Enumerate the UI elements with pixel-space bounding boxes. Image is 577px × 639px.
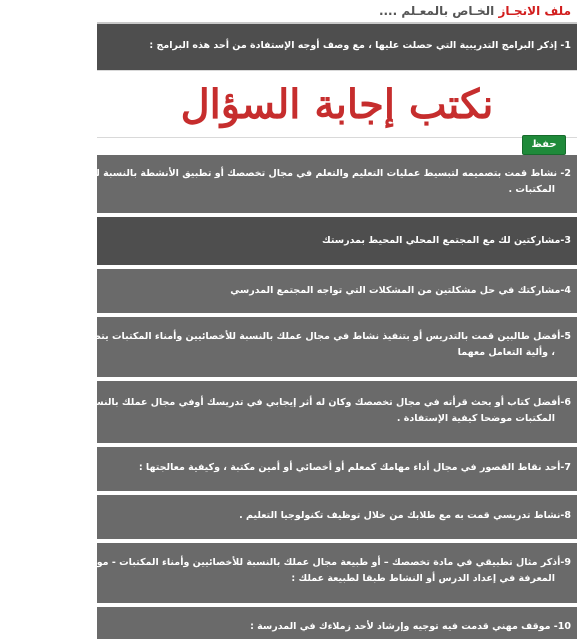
question-1 bbox=[97, 24, 577, 70]
page-header bbox=[97, 0, 577, 24]
question-8 bbox=[97, 495, 577, 539]
question-6 bbox=[0, 381, 577, 443]
question-7 bbox=[97, 447, 577, 491]
question-3-text: 3-مشاركتين لك مع المجتمع المحلي المحيط بمدرستك bbox=[322, 235, 571, 246]
question-6-line2: المكتبات موضحا كيفية الإستفادة . bbox=[396, 413, 555, 424]
answer-text: نكتب إجابة السؤال bbox=[180, 80, 494, 128]
question-2-line2: المكتبات . bbox=[508, 184, 555, 195]
question-1-text: 1- إذكر البرامج التدريبية التي حصلت عليها ، مع وصف أوجه الإستفادة من أحد هذه البرامج : bbox=[149, 40, 571, 51]
question-3 bbox=[97, 217, 577, 265]
question-2 bbox=[9, 155, 577, 213]
answer-textarea[interactable] bbox=[97, 70, 577, 138]
question-8-text: 8-نشاط تدريسي قمت به مع طلابك من خلال توظيف تكنولوجيا التعليم . bbox=[239, 510, 571, 521]
question-10-text: 10- موقف مهني قدمت فيه توجيه وإرشاد لأحد زملاءك في المدرسة : bbox=[250, 621, 571, 632]
question-10 bbox=[97, 607, 577, 639]
question-9 bbox=[10, 543, 577, 603]
save-button[interactable]: حفظ bbox=[522, 135, 566, 155]
question-9-line1: 9-أذكر مثال تطبيقي في مادة تخصصك – أو طبيعة مجال عملك بالنسبة للأخصائيين وأمناء المكتبات - موضحا كيفية توظيف bbox=[10, 557, 571, 568]
question-2-line1: 2- نشاط قمت بتصميمه لتبسيط عمليات التعليم والتعلم في مجال تخصصك أو تطبيق الأنشطة بالنسبة لوظائف الأخصائيين bbox=[9, 168, 571, 179]
question-9-line2: المعرفة في إعداد الدرس أو النشاط طبقا لطبيعة عملك : bbox=[291, 573, 555, 584]
question-6-line1: 6-أفضل كتاب أو بحث قرأته في مجال تخصصك وكان له أثر إيجابي في تدريسك أوفي مجال عملك بالنسبة للأخصائيين وأمناء bbox=[0, 397, 571, 408]
question-5-line2: ، وألية التعامل معهما bbox=[457, 347, 555, 358]
header-title-red: ملف الانجـاز bbox=[498, 4, 571, 18]
question-5-line1: 5-أفضل طالبين قمت بالتدريس أو بتنفيذ نشاط في مجال عملك بالنسبة للأخصائيين وأمناء المكتبات يتصفان بالإبداع والتميز bbox=[0, 331, 571, 342]
question-4 bbox=[97, 269, 577, 313]
question-5 bbox=[0, 317, 577, 377]
question-4-text: 4-مشاركتك في حل مشكلتين من المشكلات التي تواجه المجتمع المدرسي bbox=[230, 285, 571, 296]
question-7-text: 7-أحد نقاط القصور في مجال أداء مهامك كمعلم أو أخصائي أو أمين مكتبة ، وكيفية معالجتها : bbox=[138, 462, 571, 473]
header-title-gray: الخـاص بالمعـلم .... bbox=[378, 4, 495, 18]
